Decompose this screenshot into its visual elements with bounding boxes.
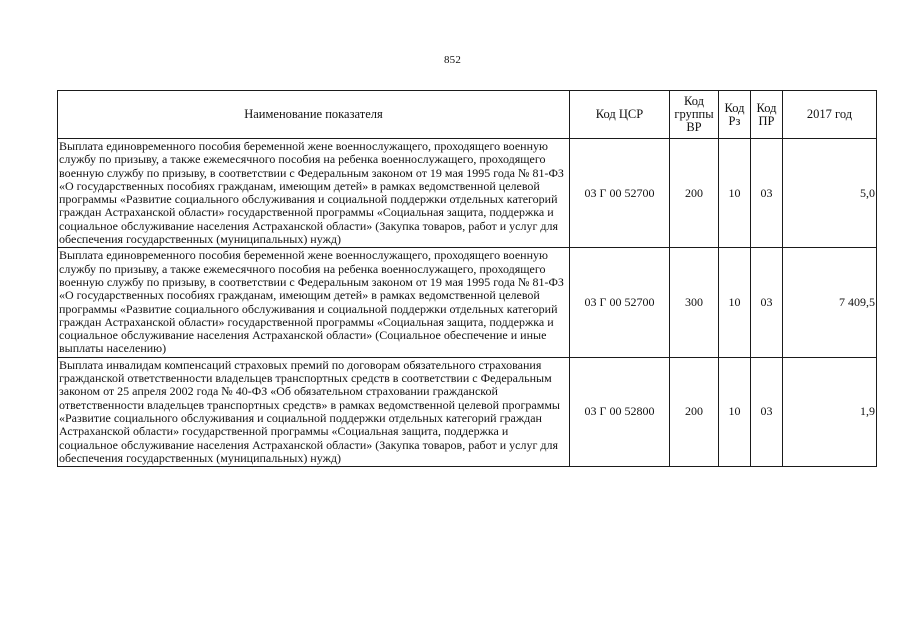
header-rz-code: Код Рз xyxy=(719,91,751,139)
row-name-cell: Выплата единовременного пособия беременной жене военнослужащего, проходящего военную службу по призыву, а также ежемесячного пособия на ребенка военнослужащего, проходящего военную службу по призыву, в соответствии с Федеральным законом от 19 мая 1995 года № 81-ФЗ «О государственных пособиях гражданам, имеющим детей» в рамках ведомственной целевой программы «Развитие социального обслуживания и социальной поддержки отдельных категорий граждан Астраханской области» государственной программы «Социальная защита, поддержка и социальное обслуживание населения Астраханской области» (Социальное обеспечение и иные выплаты населению) xyxy=(58,248,570,357)
header-csr-code: Код ЦСР xyxy=(570,91,670,139)
table-header xyxy=(58,91,877,139)
table-body xyxy=(58,139,877,467)
row-rz-cell: 10 xyxy=(719,248,751,357)
row-rz-cell: 10 xyxy=(719,357,751,466)
row-amount-cell: 1,9 xyxy=(783,357,877,466)
row-csr-cell: 03 Г 00 52800 xyxy=(570,357,670,466)
table-row xyxy=(58,357,877,466)
header-pr-code: Код ПР xyxy=(751,91,783,139)
row-vr-cell: 300 xyxy=(670,248,719,357)
row-vr-cell: 200 xyxy=(670,139,719,248)
row-rz-cell: 10 xyxy=(719,139,751,248)
header-name: Наименование показателя xyxy=(58,91,570,139)
row-csr-cell: 03 Г 00 52700 xyxy=(570,139,670,248)
row-csr-cell: 03 Г 00 52700 xyxy=(570,248,670,357)
budget-table xyxy=(57,90,877,467)
row-name-cell: Выплата единовременного пособия беременной жене военнослужащего, проходящего военную службу по призыву, а также ежемесячного пособия на ребенка военнослужащего, проходящего военную службу по призыву, в соответствии с Федеральным законом от 19 мая 1995 года № 81-ФЗ «О государственных пособиях гражданам, имеющим детей» в рамках ведомственной целевой программы «Развитие социального обслуживания и социальной поддержки отдельных категорий граждан Астраханской области» государственной программы «Социальная защита, поддержка и социальное обслуживание населения Астраханской области» (Закупка товаров, работ и услуг для обеспечения государственных (муниципальных) нужд) xyxy=(58,139,570,248)
header-row xyxy=(58,91,877,139)
row-amount-cell: 5,0 xyxy=(783,139,877,248)
row-pr-cell: 03 xyxy=(751,357,783,466)
row-amount-cell: 7 409,5 xyxy=(783,248,877,357)
table-row xyxy=(58,139,877,248)
row-name-cell: Выплата инвалидам компенсаций страховых премий по договорам обязательного страхования гражданской ответственности владельцев транспортных средств в соответствии с Федеральным законом от 25 апреля 2002 года № 40-ФЗ «Об обязательном страховании гражданской ответственности владельцев транспортных средств» в рамках ведомственной целевой программы «Развитие социального обслуживания и социальной поддержки отдельных категорий граждан Астраханской области» государственной программы «Социальная защита, поддержка и социальное обслуживание населения Астраханской области» (Закупка товаров, работ и услуг для обеспечения государственных (муниципальных) нужд) xyxy=(58,357,570,466)
row-pr-cell: 03 xyxy=(751,248,783,357)
row-pr-cell: 03 xyxy=(751,139,783,248)
row-vr-cell: 200 xyxy=(670,357,719,466)
header-vr-code: Код группы ВР xyxy=(670,91,719,139)
header-year: 2017 год xyxy=(783,91,877,139)
page-number: 852 xyxy=(443,54,462,66)
table-row xyxy=(58,248,877,357)
